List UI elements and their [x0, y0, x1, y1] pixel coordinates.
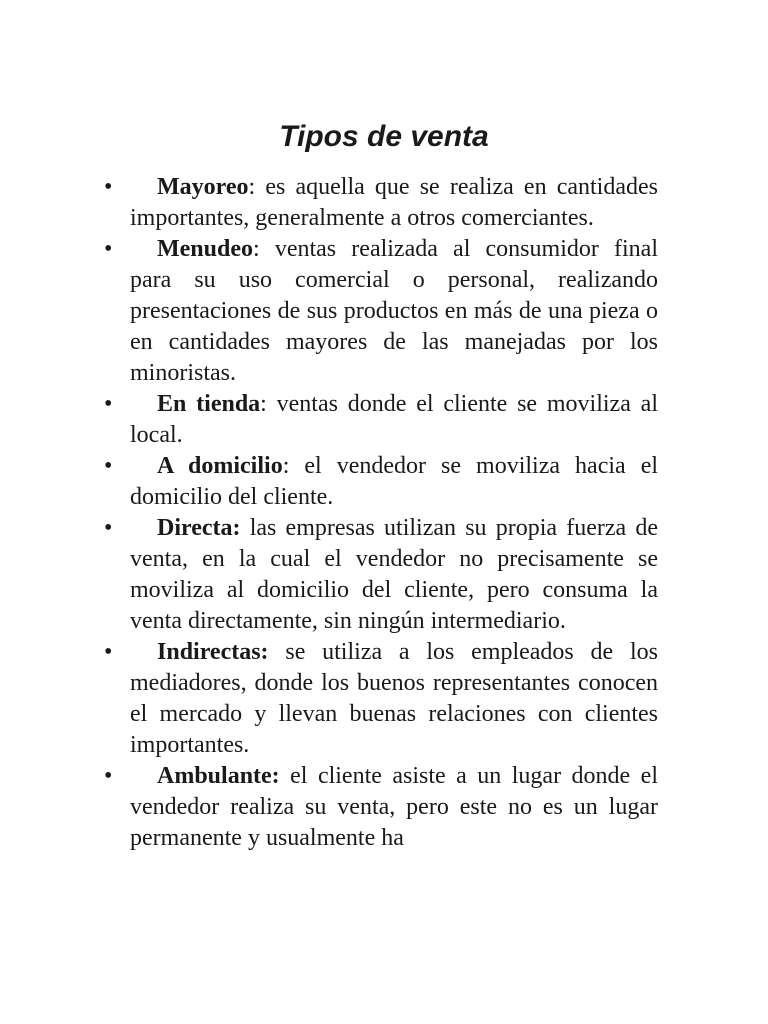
sales-types-list: [0, 172, 768, 854]
item-description: el cliente asiste a un lugar donde el vendedor realiza su venta, pero este no es un lugar permanente y usualmente ha: [130, 763, 658, 851]
bullet-icon: •: [104, 236, 113, 262]
bullet-icon: •: [104, 639, 113, 665]
item-description: ventas realizada al consumidor final para su uso comercial o personal, realizando presentaciones de sus productos en más de una pieza o en cantidades mayores de las manejadas por los minoristas.: [130, 236, 658, 386]
item-term: Ambulante:: [157, 763, 280, 789]
bullet-icon: •: [104, 453, 113, 479]
item-separator: :: [260, 391, 267, 417]
page-title: Tipos de venta: [279, 120, 489, 153]
item-description: es aquella que se realiza en cantidades importantes, generalmente a otros comerciantes.: [130, 174, 658, 231]
list-item-mayoreo: [0, 172, 768, 234]
item-term: A domicilio: [157, 453, 283, 479]
list-item-indirectas: [0, 637, 768, 761]
item-description: se utiliza a los empleados de los mediadores, donde los buenos representantes conocen el mercado y llevan buenas relaciones con clientes importantes.: [130, 639, 658, 758]
bullet-icon: •: [104, 174, 113, 200]
item-term: Menudeo: [157, 236, 253, 262]
list-item-directa: [0, 513, 768, 637]
bullet-icon: •: [104, 391, 113, 417]
item-term: En tienda: [157, 391, 261, 417]
list-item-ambulante: [0, 761, 768, 854]
item-description: las empresas utilizan su propia fuerza de venta, en la cual el vendedor no precisamente se moviliza al domicilio del cliente, pero consuma la venta directamente, sin ningún intermediario.: [130, 515, 658, 634]
bullet-icon: •: [104, 515, 113, 541]
bullet-icon: •: [104, 763, 113, 789]
item-description: el vendedor se moviliza hacia el domicilio del cliente.: [130, 453, 659, 510]
item-term: Directa:: [157, 515, 241, 541]
list-item-en-tienda: [0, 389, 768, 451]
item-description: ventas donde el cliente se moviliza al local.: [130, 391, 658, 448]
item-separator: :: [253, 236, 260, 262]
item-term: Mayoreo: [157, 174, 249, 200]
list-item-menudeo: [0, 234, 768, 389]
item-term: Indirectas:: [157, 639, 269, 665]
list-item-a-domicilio: [0, 451, 768, 513]
item-separator: :: [282, 453, 290, 479]
item-separator: :: [248, 174, 256, 200]
